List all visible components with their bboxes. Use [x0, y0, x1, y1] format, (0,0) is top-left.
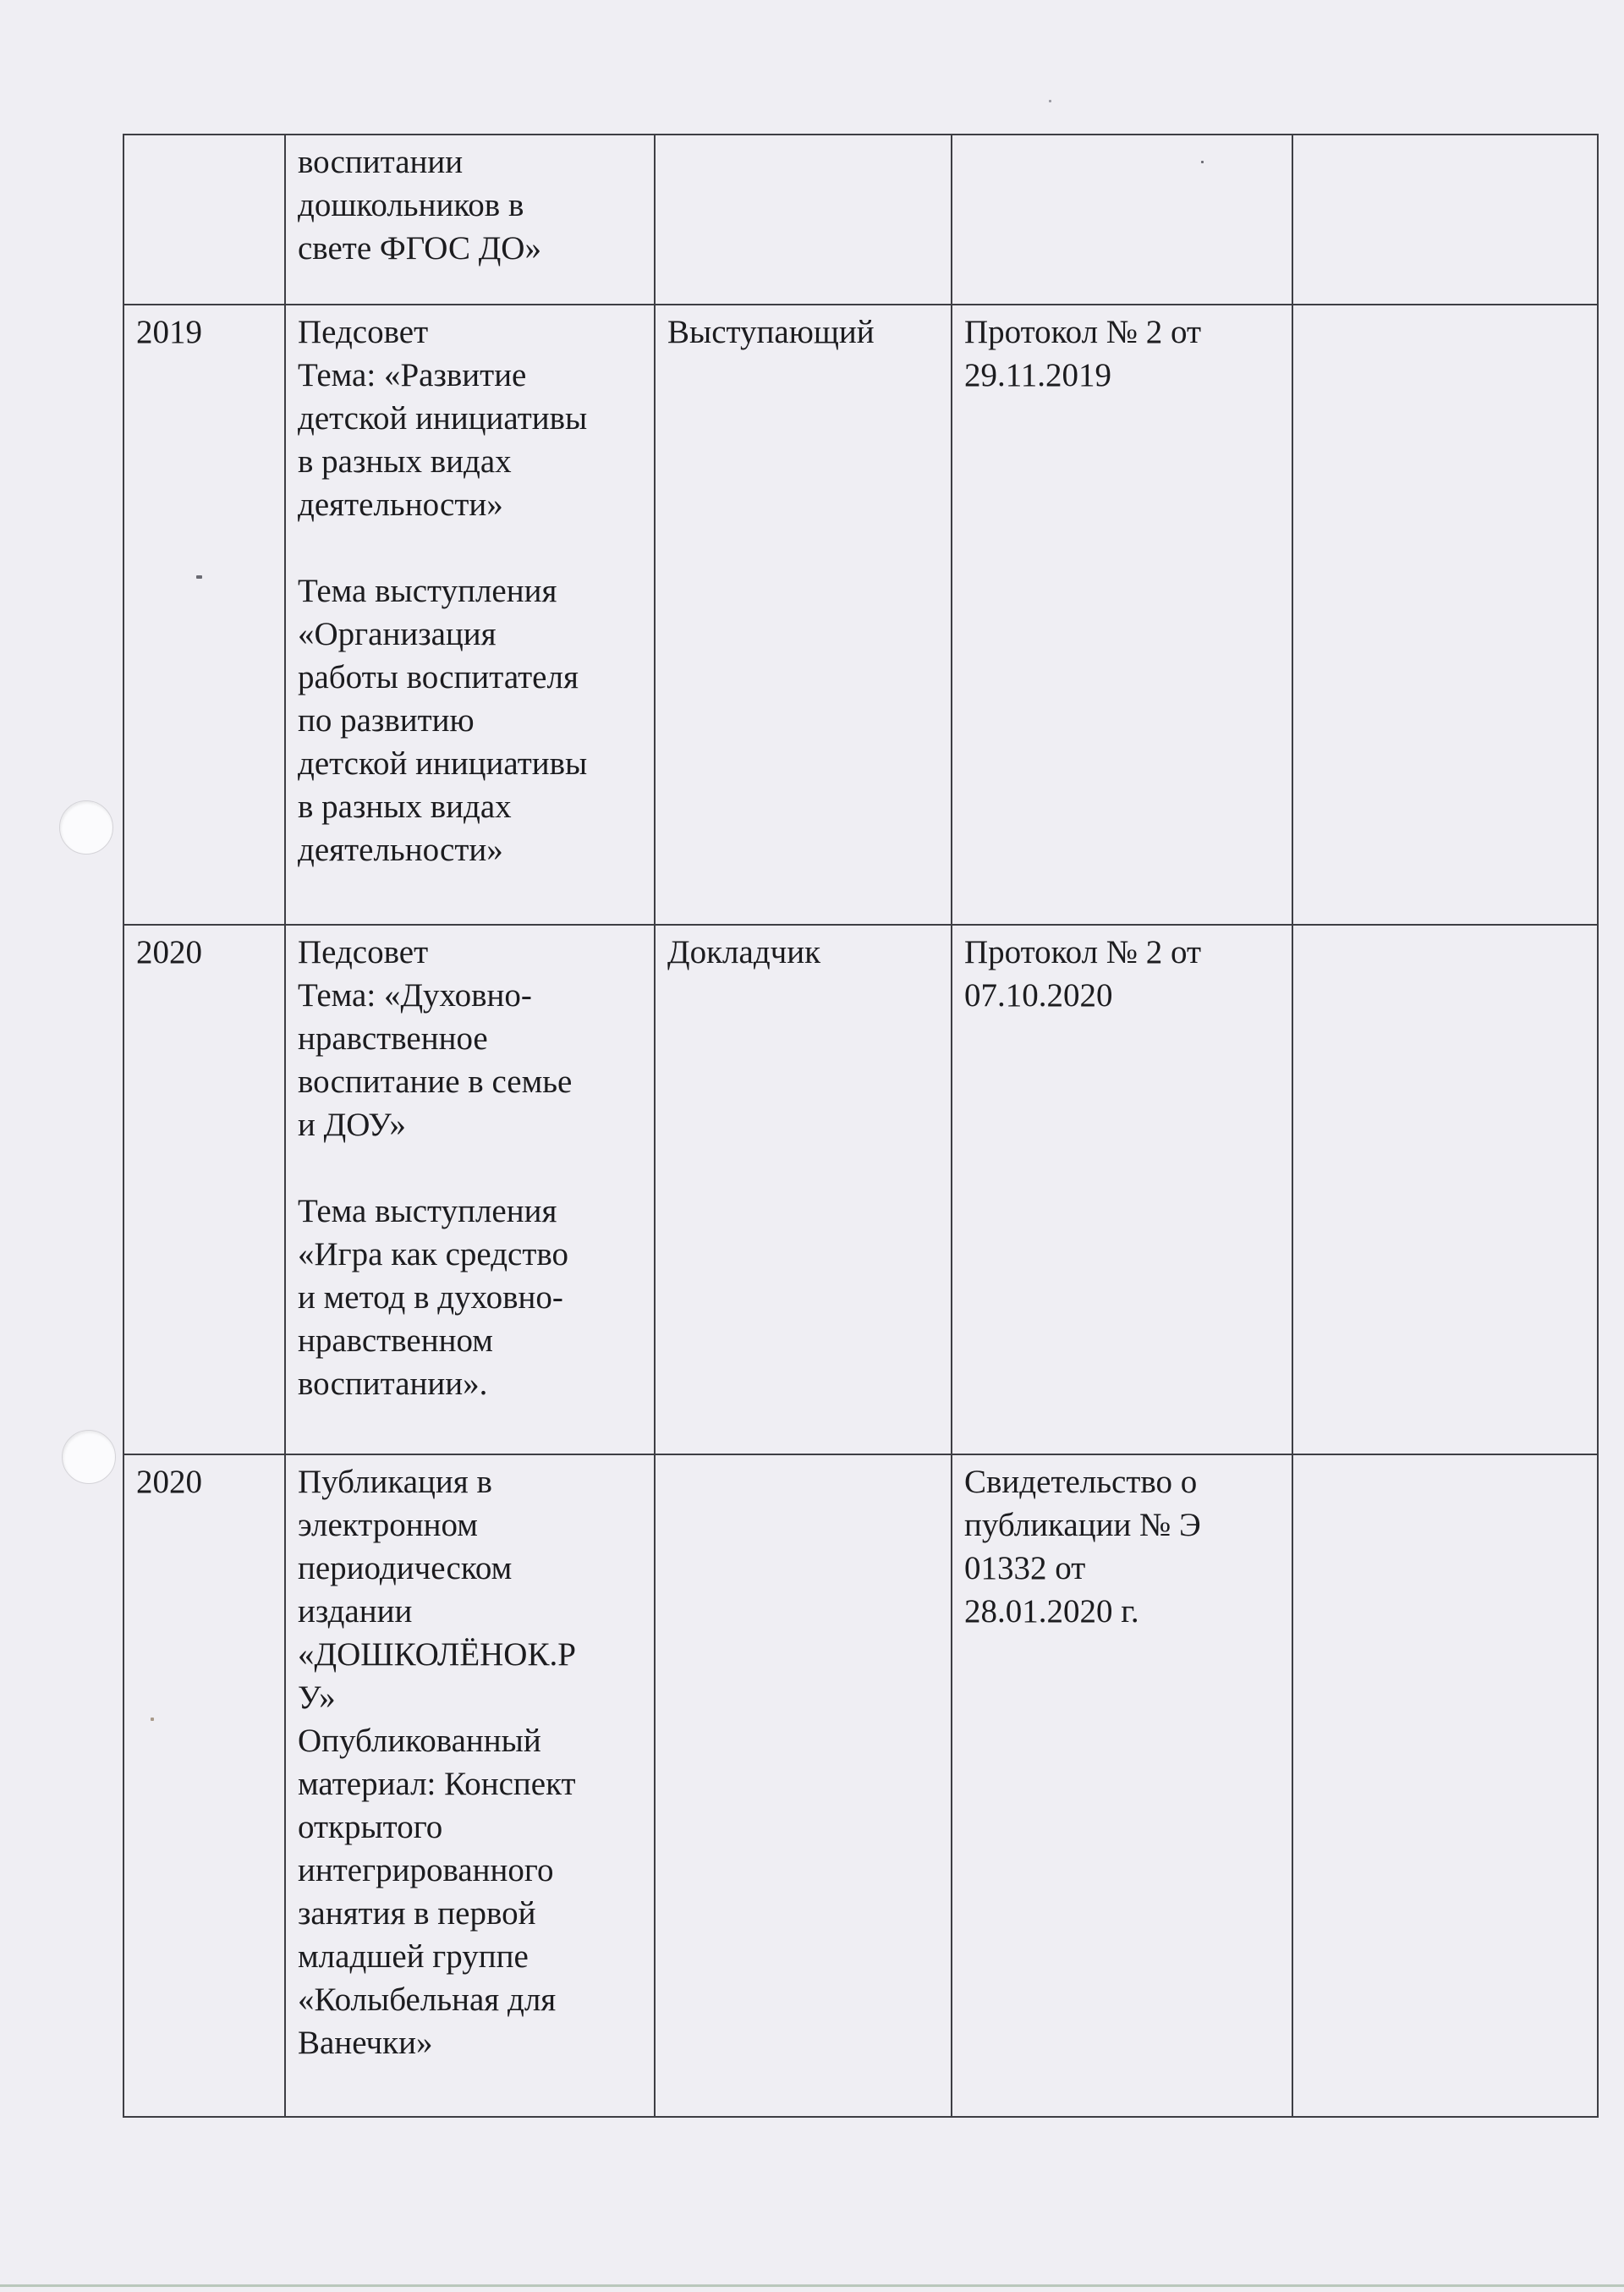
- role-cell: Выступающий: [655, 305, 952, 925]
- event-cell: Публикация в электронном периодическом издании «ДОШКОЛЁНОК.Р У» Опубликованный материал: Конспект открытого интегрированного занятия в первой младшей группе «Колыбельная для Ванечки»: [285, 1454, 655, 2117]
- note-cell: [1292, 1454, 1598, 2117]
- role-cell: [655, 135, 952, 305]
- role-cell: [655, 1454, 952, 2117]
- records-table: [123, 134, 1599, 2118]
- note-cell: [1292, 925, 1598, 1454]
- note-cell: [1292, 135, 1598, 305]
- page-edge-rule: [0, 2284, 1624, 2287]
- event-cell: Педсовет Тема: «Духовно- нравственное воспитание в семье и ДОУ» Тема выступления «Игра как средство и метод в духовно- нравственном воспитании».: [285, 925, 655, 1454]
- role-cell: Докладчик: [655, 925, 952, 1454]
- table-row: [123, 305, 1598, 925]
- document-cell: Протокол № 2 от 07.10.2020: [952, 925, 1292, 1454]
- note-cell: [1292, 305, 1598, 925]
- table-row: [123, 1454, 1598, 2117]
- scan-speck: [1049, 100, 1051, 102]
- year-cell: 2020: [123, 1454, 285, 2117]
- year-cell: [123, 135, 285, 305]
- document-cell: Протокол № 2 от 29.11.2019: [952, 305, 1292, 925]
- punch-hole: [62, 1430, 116, 1484]
- table-row: [123, 925, 1598, 1454]
- event-cell: Педсовет Тема: «Развитие детской инициативы в разных видах деятельности» Тема выступления «Организация работы воспитателя по развитию детской инициативы в разных видах деятельности»: [285, 305, 655, 925]
- year-cell: 2019: [123, 305, 285, 925]
- year-cell: 2020: [123, 925, 285, 1454]
- document-cell: [952, 135, 1292, 305]
- table-row: [123, 135, 1598, 305]
- event-cell: воспитании дошкольников в свете ФГОС ДО»: [285, 135, 655, 305]
- document-cell: Свидетельство о публикации № Э 01332 от 28.01.2020 г.: [952, 1454, 1292, 2117]
- punch-hole: [59, 800, 113, 855]
